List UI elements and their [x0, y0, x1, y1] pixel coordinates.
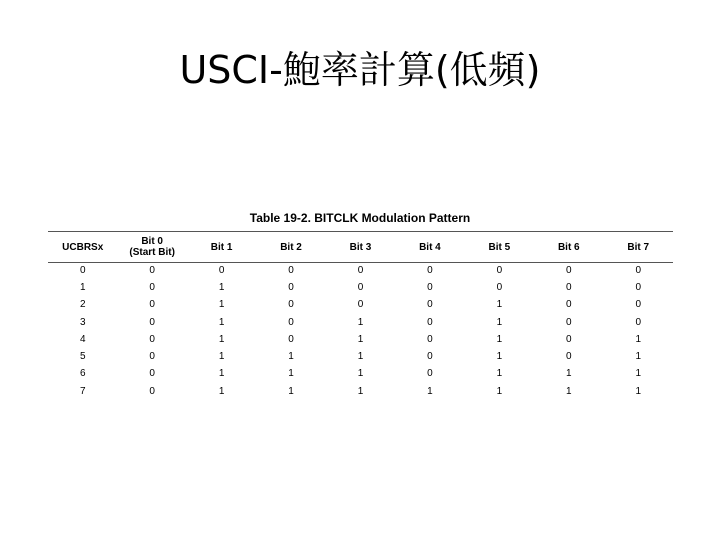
table-cell: 0 [288, 264, 294, 276]
table-cell: 0 [427, 333, 433, 345]
table-cell: 0 [566, 299, 572, 311]
table-cell: 1 [288, 385, 294, 397]
table-cell: 1 [496, 299, 503, 311]
column-header-bit5: Bit 5 [488, 241, 511, 253]
column-header-bit6: Bit 6 [557, 241, 580, 253]
table-cell: 1 [218, 316, 225, 328]
table-cell: 1 [357, 316, 364, 328]
table-cell: 0 [288, 333, 294, 345]
table-cell: 0 [566, 281, 572, 293]
table-cell: 1 [635, 368, 642, 380]
modulation-pattern-table [48, 232, 673, 400]
table-cell: 0 [427, 299, 433, 311]
table-cell: 0 [635, 281, 642, 293]
table-cell: 0 [566, 316, 572, 328]
table-cell: 1 [357, 368, 364, 380]
table-cell: 0 [566, 264, 572, 276]
table-cell: 1 [218, 299, 225, 311]
table-cell: 0 [149, 351, 155, 363]
table-row-key: 4 [79, 333, 86, 345]
column-header-bit3: Bit 3 [349, 241, 372, 253]
table-cell: 1 [218, 368, 225, 380]
table-cell: 0 [218, 264, 225, 276]
table-cell: 0 [149, 281, 155, 293]
table-row-key: 5 [79, 351, 86, 363]
table-cell: 0 [149, 264, 155, 276]
table-cell: 0 [149, 368, 155, 380]
table-row-key: 3 [79, 316, 86, 328]
column-header-bit2: Bit 2 [280, 241, 302, 253]
column-header-bit0: Bit 0 (Start Bit) [129, 236, 175, 258]
table-cell: 1 [218, 281, 225, 293]
column-header-bit4: Bit 4 [419, 241, 441, 253]
table-cell: 0 [149, 299, 155, 311]
table-cell: 0 [496, 281, 503, 293]
table-row-key: 6 [79, 368, 86, 380]
table-cell: 0 [427, 281, 433, 293]
table-row-key: 2 [79, 299, 86, 311]
table-cell: 1 [566, 368, 572, 380]
table-cell: 1 [496, 385, 503, 397]
table-row [48, 297, 673, 314]
table-row [48, 262, 673, 279]
table-cell: 0 [427, 316, 433, 328]
table-cell: 0 [635, 316, 642, 328]
table-cell: 1 [218, 333, 225, 345]
table-cell: 0 [288, 281, 294, 293]
column-header-bit1: Bit 1 [210, 241, 233, 253]
column-header-bit7: Bit 7 [627, 241, 650, 253]
table-cell: 1 [566, 385, 572, 397]
table-cell: 0 [288, 299, 294, 311]
table-body [48, 262, 673, 400]
table-cell: 0 [357, 281, 364, 293]
table-caption: Table 19-2. BITCLK Modulation Pattern [249, 211, 471, 225]
table-cell: 0 [149, 385, 155, 397]
table-cell: 0 [357, 264, 364, 276]
table-cell: 1 [357, 333, 364, 345]
table-cell: 1 [635, 385, 642, 397]
table-cell: 0 [149, 316, 155, 328]
table-cell: 1 [218, 385, 225, 397]
table-cell: 0 [427, 368, 433, 380]
table-cell: 1 [496, 316, 503, 328]
table-row-key: 1 [79, 281, 86, 293]
table-cell: 1 [496, 333, 503, 345]
table-cell: 1 [288, 368, 294, 380]
table-cell: 0 [149, 333, 155, 345]
column-header-ucbrsx: UCBRSx [62, 241, 104, 253]
table-row [48, 383, 673, 400]
table-cell: 1 [635, 351, 642, 363]
table-cell: 0 [496, 264, 503, 276]
table-cell: 1 [496, 351, 503, 363]
table-cell: 0 [288, 316, 294, 328]
table-cell: 0 [357, 299, 364, 311]
table-row-key: 0 [79, 264, 86, 276]
slide-title: USCI-鮑率計算(低頻) [179, 48, 541, 92]
table-cell: 1 [288, 351, 294, 363]
table-cell: 0 [427, 264, 433, 276]
table-row-key: 7 [79, 385, 86, 397]
table-row [48, 331, 673, 348]
table-cell: 0 [566, 351, 572, 363]
table-cell: 1 [357, 385, 364, 397]
table-cell: 1 [635, 333, 642, 345]
table-cell: 0 [566, 333, 572, 345]
table-cell: 0 [635, 264, 642, 276]
table-header-row [48, 232, 673, 262]
table-cell: 1 [357, 351, 364, 363]
table-row [48, 279, 673, 296]
table-row [48, 366, 673, 383]
table-cell: 1 [427, 385, 433, 397]
table-cell: 1 [496, 368, 503, 380]
table-row [48, 314, 673, 331]
table-row [48, 348, 673, 365]
table-cell: 0 [427, 351, 433, 363]
table-cell: 0 [635, 299, 642, 311]
table-cell: 1 [218, 351, 225, 363]
